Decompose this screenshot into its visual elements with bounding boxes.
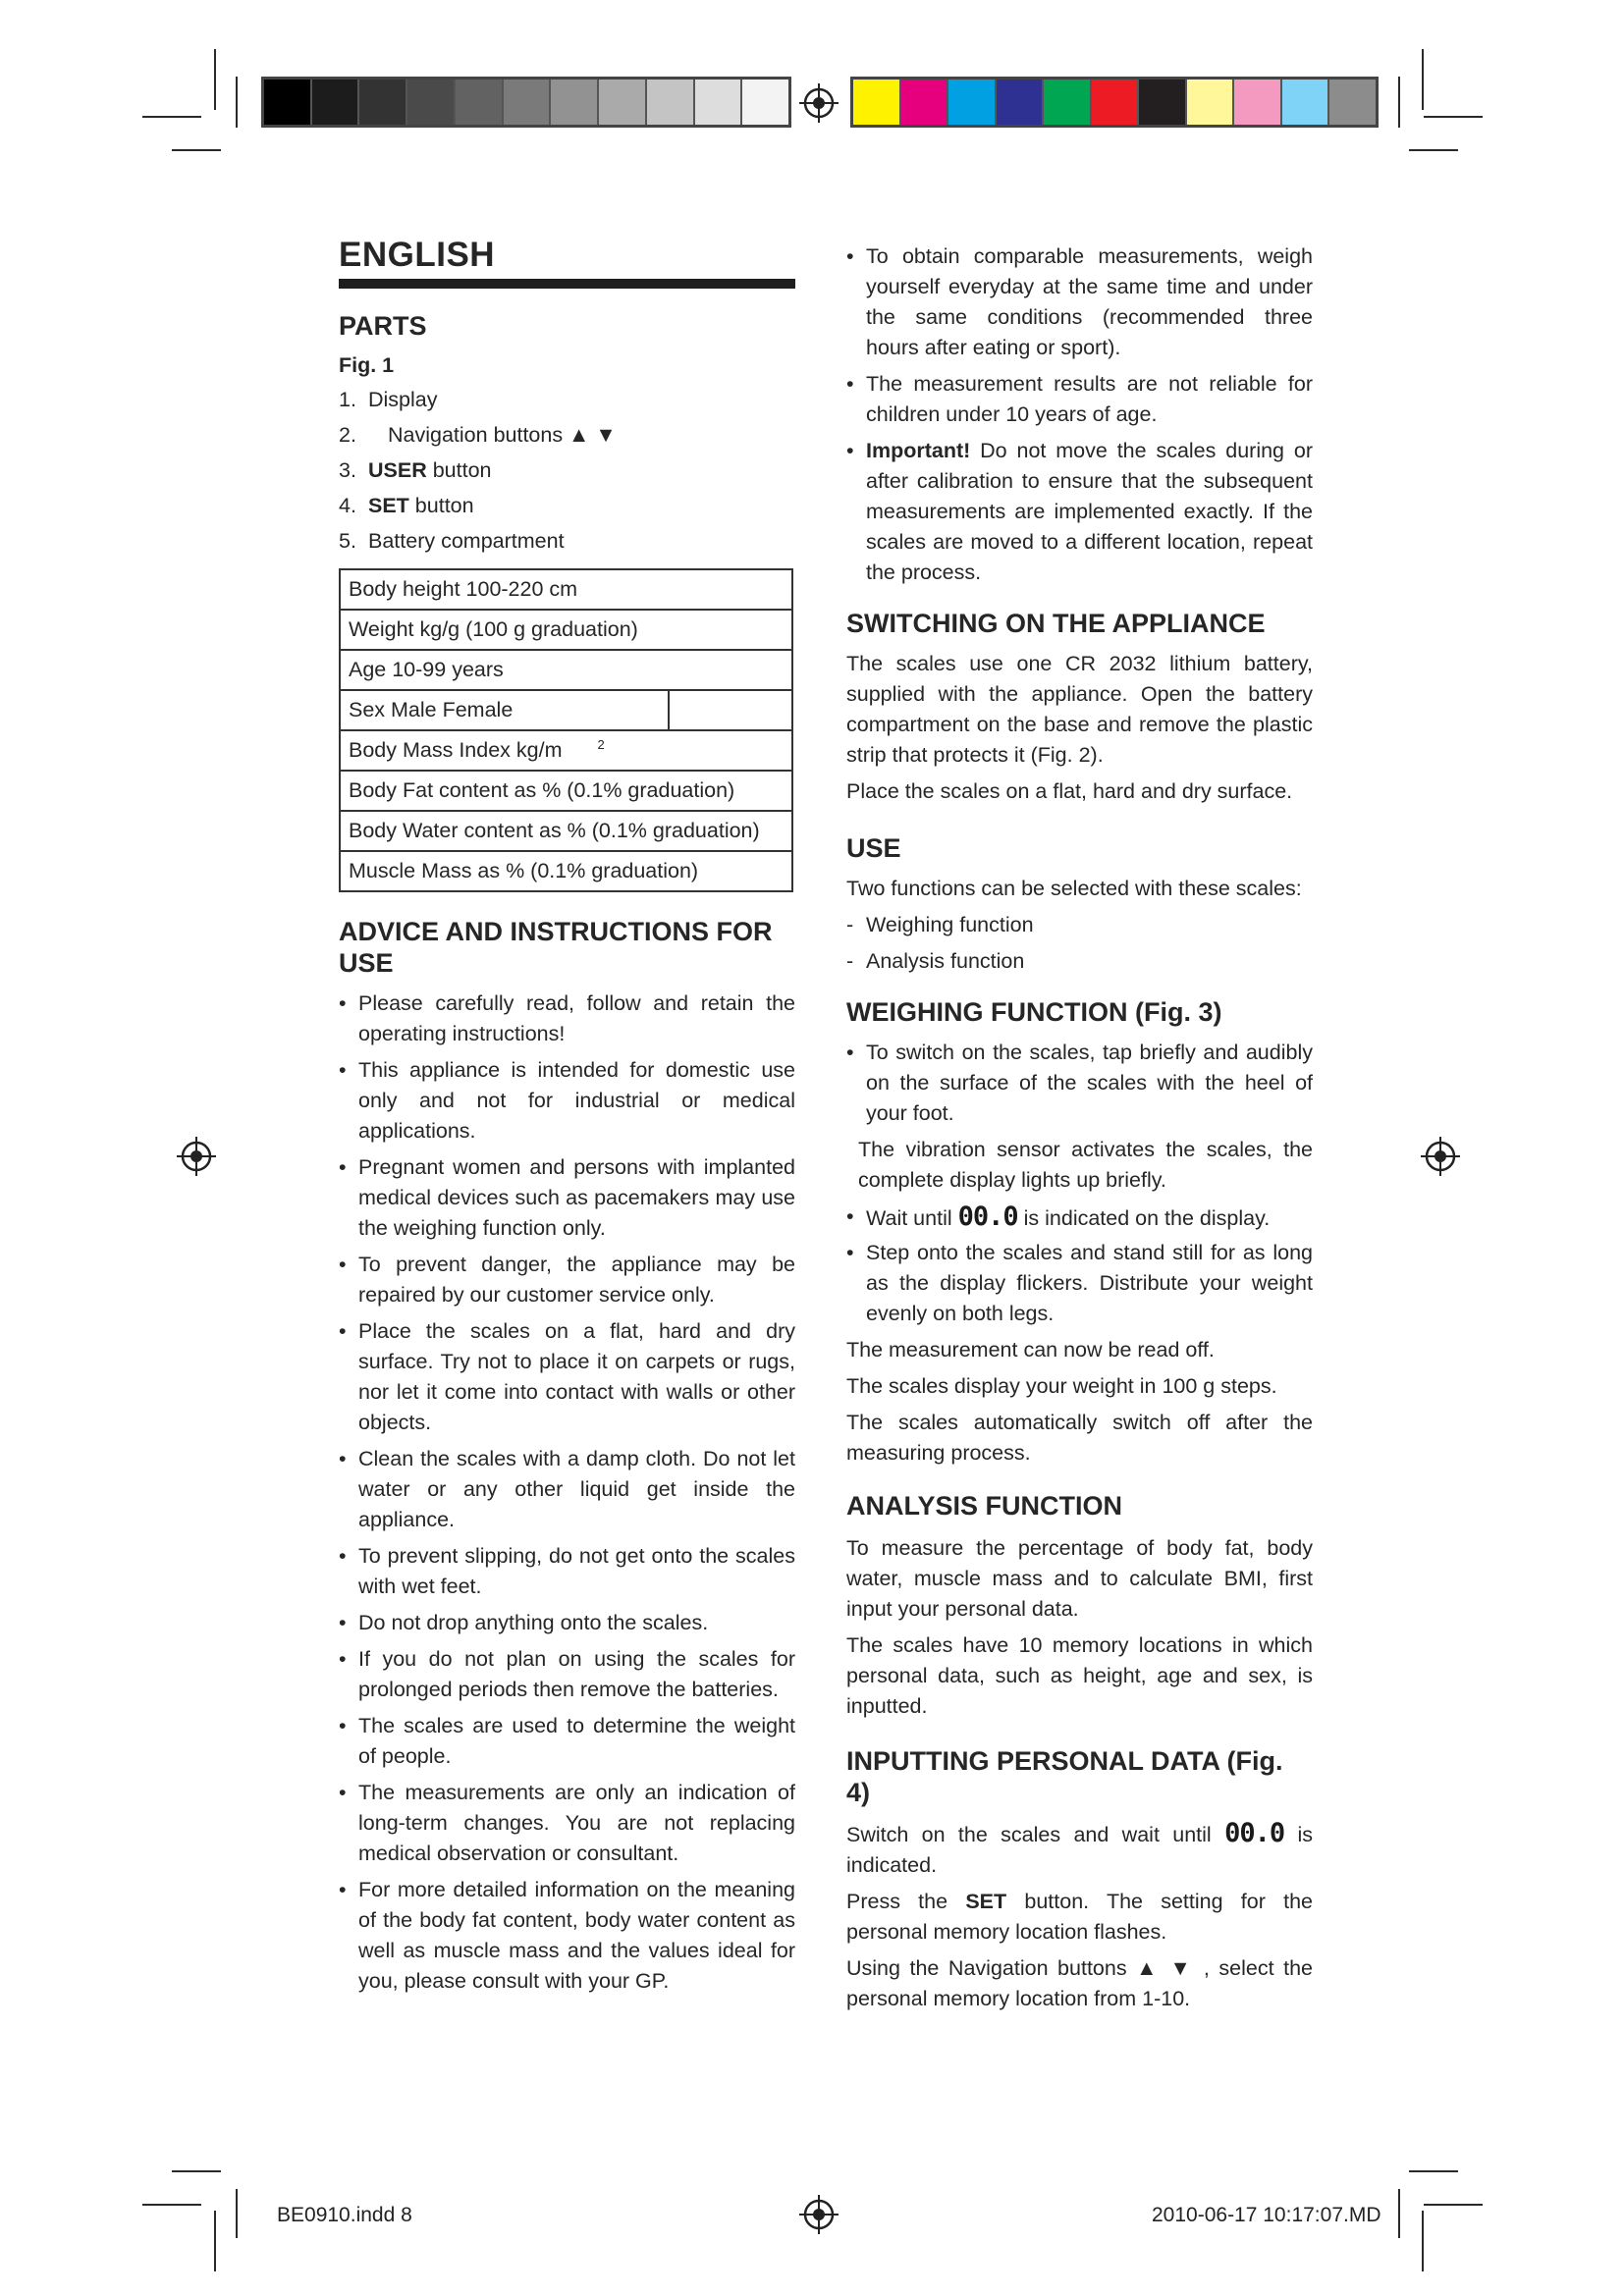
crop-mark (1398, 77, 1400, 128)
advice-item (339, 1541, 795, 1602)
advice-text: Pregnant women and persons with implanted medical devices such as pacemakers may use the weighing function only. (358, 1155, 795, 1240)
parts-item-label: button (408, 494, 474, 517)
spec-label: Body height 100-220 cm (349, 577, 578, 601)
switching-paragraph: The scales use one CR 2032 lithium battery, supplied with the appliance. Open the battery compartment on the base and remove the plastic strip that protects it (Fig. 2). (846, 652, 1313, 767)
spec-cell (340, 650, 792, 690)
crop-mark (1422, 49, 1424, 110)
precaution-item (846, 241, 1313, 363)
crop-mark (1409, 2170, 1458, 2172)
advice-item (339, 988, 795, 1049)
bullet: • (339, 1253, 347, 1276)
bullet: • (339, 1878, 347, 1901)
advice-text: If you do not plan on using the scales for prolonged periods then remove the batteries. (358, 1647, 795, 1701)
spec-row (340, 851, 792, 891)
precaution-text: To obtain comparable measurements, weigh yourself everyday at the same time and under the same conditions (recommended three hours after eating or sport). (866, 244, 1313, 359)
color-swatch (853, 80, 901, 125)
display-readout: 00.0 (957, 1201, 1018, 1232)
advice-text: For more detailed information on the meaning of the body fat content, body water content as well as muscle mass and the values ideal for you, please consult with your GP. (358, 1878, 795, 1993)
crop-mark (142, 116, 201, 118)
advice-item (339, 1875, 795, 1997)
inputting-paragraph: Press the SET button. The setting for the personal memory location flashes. (846, 1890, 1313, 1944)
bullet: • (339, 1544, 347, 1568)
advice-item (339, 1444, 795, 1535)
precaution-text: Do not move the scales during or after calibration to ensure that the subsequent measurements are implemented exactly. If the scales are moved to a different location, repeat the process. (866, 439, 1313, 584)
advice-text: The scales are used to determine the weight of people. (358, 1714, 795, 1768)
spec-label: Muscle Mass as % (0.1% graduation) (349, 859, 699, 882)
spec-label: Body Water content as % (0.1% graduation) (349, 819, 760, 842)
parts-list (339, 382, 795, 559)
spec-row (340, 650, 792, 690)
left-column (339, 236, 795, 1997)
parts-item-number: 5. (339, 529, 356, 553)
figure-label: Fig. 1 (339, 353, 395, 377)
gray-swatch (312, 80, 360, 125)
parts-item (339, 417, 795, 453)
crop-mark (1424, 116, 1483, 118)
important-label: Important! (866, 439, 971, 462)
precaution-item (846, 436, 1313, 588)
gray-swatch (647, 80, 695, 125)
spec-cell (340, 690, 669, 730)
advice-item (339, 1152, 795, 1244)
registration-mark-icon (175, 1135, 218, 1178)
precaution-item (846, 369, 1313, 430)
advice-text: To prevent danger, the appliance may be repaired by our customer service only. (358, 1253, 795, 1307)
bullet: • (339, 1058, 347, 1082)
display-readout: 00.0 (1224, 1818, 1285, 1848)
color-swatch (997, 80, 1045, 125)
dash: - (846, 949, 854, 973)
spec-label: Weight kg/g (100 g graduation) (349, 617, 638, 641)
advice-heading: ADVICE AND INSTRUCTIONS FOR USE (339, 917, 773, 978)
advice-text: Clean the scales with a damp cloth. Do not let water or any other liquid get inside the appliance. (358, 1447, 795, 1531)
parts-item-bold: USER (368, 458, 427, 482)
spec-cell (340, 851, 792, 891)
analysis-paragraph: The scales have 10 memory locations in which personal data, such as height, age and sex, is inputted. (846, 1633, 1313, 1718)
weighing-heading: WEIGHING FUNCTION (Fig. 3) (846, 997, 1222, 1027)
advice-text: Do not drop anything onto the scales. (358, 1611, 709, 1634)
bullet: • (339, 1714, 347, 1737)
crop-mark (142, 2204, 201, 2206)
weighing-paragraph: The measurement can now be read off. (846, 1338, 1215, 1362)
spec-label: Sex Male Female (349, 698, 514, 721)
advice-text: The measurements are only an indication of long-term changes. You are not replacing medical observation or consultant. (358, 1781, 795, 1865)
advice-text: This appliance is intended for domestic use only and not for industrial or medical applications. (358, 1058, 795, 1143)
parts-item (339, 523, 795, 559)
parts-item-number: 4. (339, 494, 356, 517)
crop-mark (1424, 2204, 1483, 2206)
crop-mark (1422, 2211, 1424, 2271)
spec-cell (669, 690, 792, 730)
spec-row (340, 730, 792, 771)
advice-item (339, 1608, 795, 1638)
right-column (846, 241, 1313, 2014)
color-swatch (1092, 80, 1140, 125)
advice-item (339, 1316, 795, 1438)
advice-item (339, 1778, 795, 1869)
crop-mark (172, 149, 221, 151)
parts-item (339, 382, 795, 417)
advice-item (339, 1055, 795, 1147)
gray-swatch (504, 80, 552, 125)
use-function-item (846, 946, 1313, 977)
gray-swatch (599, 80, 647, 125)
bullet: • (339, 1155, 347, 1179)
heading-rule (339, 279, 795, 289)
gray-swatch (742, 80, 788, 125)
registration-mark-icon (1419, 1135, 1462, 1178)
parts-item-number: 1. (339, 388, 356, 411)
parts-item-number: 3. (339, 458, 356, 482)
spec-row (340, 610, 792, 650)
use-paragraph: Two functions can be selected with these scales: (846, 877, 1302, 900)
parts-item (339, 453, 795, 488)
spec-cell (340, 811, 792, 851)
advice-item (339, 1711, 795, 1772)
spec-row (340, 771, 792, 811)
superscript: 2 (597, 737, 605, 753)
parts-item-bold: SET (368, 494, 409, 517)
analysis-heading: ANALYSIS FUNCTION (846, 1491, 1123, 1521)
crop-mark (214, 49, 216, 110)
bullet: • (339, 1611, 347, 1634)
spec-row (340, 569, 792, 610)
bullet: • (339, 1447, 347, 1470)
crop-mark (1409, 149, 1458, 151)
spec-row (340, 690, 792, 730)
inputting-paragraph: Using the Navigation buttons ▲ ▼ , select the personal memory location from 1-10. (846, 1956, 1313, 2010)
spec-label: Body Mass Index kg/m (349, 738, 563, 763)
use-function-label: Weighing function (866, 913, 1034, 936)
parts-item-number: 2. (339, 423, 356, 447)
bullet: • (846, 244, 854, 268)
gray-swatch (695, 80, 743, 125)
footer-filename: BE0910.indd 8 (277, 2204, 412, 2226)
list-item: • Step onto the scales and stand still for as long as the display flickers. Distribute your weight evenly on both legs. (846, 1241, 1313, 1325)
parts-heading: PARTS (339, 311, 427, 341)
crop-mark (236, 77, 238, 128)
language-heading: ENGLISH (339, 236, 496, 274)
weighing-paragraph: The scales automatically switch off after the measuring process. (846, 1411, 1313, 1465)
inputting-heading: INPUTTING PERSONAL DATA (Fig. 4) (846, 1746, 1283, 1807)
use-function-label: Analysis function (866, 949, 1025, 973)
parts-item (339, 488, 795, 523)
color-swatch (1282, 80, 1330, 125)
gray-swatch (551, 80, 599, 125)
bullet: • (339, 991, 347, 1015)
advice-item (339, 1250, 795, 1310)
color-swatch (1187, 80, 1235, 125)
switching-heading: SWITCHING ON THE APPLIANCE (846, 609, 1266, 638)
dash: - (846, 913, 854, 936)
color-swatch (1234, 80, 1282, 125)
crop-mark (214, 2211, 216, 2271)
advice-text: Place the scales on a flat, hard and dry surface. Try not to place it on carpets or rugs, nor let it come into contact with walls or other objects. (358, 1319, 795, 1434)
inputting-paragraph: Switch on the scales and wait until 00.0 is indicated. (846, 1818, 1313, 1877)
spec-cell (340, 771, 792, 811)
parts-item-label: Display (368, 388, 438, 411)
crop-mark (1398, 2189, 1400, 2238)
crop-mark (236, 2189, 238, 2238)
gray-swatch (359, 80, 407, 125)
bullet: • (339, 1647, 347, 1671)
weighing-paragraph: The scales display your weight in 100 g steps. (846, 1374, 1277, 1398)
registration-mark-icon (797, 2193, 840, 2236)
analysis-paragraph: To measure the percentage of body fat, body water, muscle mass and to calculate BMI, first input your personal data. (846, 1536, 1313, 1621)
grayscale-color-bar (261, 77, 791, 128)
advice-list (339, 988, 795, 1997)
spec-table (339, 568, 793, 892)
color-swatch (901, 80, 949, 125)
process-color-bar (850, 77, 1379, 128)
spec-row (340, 811, 792, 851)
bullet: • (339, 1781, 347, 1804)
bullet: • (846, 372, 854, 396)
use-function-list (846, 910, 1313, 977)
color-swatch (1329, 80, 1376, 125)
vibration-note: The vibration sensor activates the scales, the complete display lights up briefly. (858, 1138, 1313, 1192)
color-swatch (1139, 80, 1187, 125)
color-swatch (1044, 80, 1092, 125)
precaution-list (846, 241, 1313, 588)
spec-cell (340, 569, 792, 610)
spec-cell (340, 730, 792, 771)
advice-item (339, 1644, 795, 1705)
precaution-text: The measurement results are not reliable for children under 10 years of age. (866, 372, 1313, 426)
gray-swatch (456, 80, 504, 125)
gray-swatch (407, 80, 456, 125)
use-function-item (846, 910, 1313, 940)
spec-label: Body Fat content as % (0.1% graduation) (349, 778, 735, 802)
spec-label: Age 10-99 years (349, 658, 504, 681)
bullet: • (846, 439, 854, 462)
advice-text: Please carefully read, follow and retain the operating instructions! (358, 991, 795, 1045)
advice-text: To prevent slipping, do not get onto the scales with wet feet. (358, 1544, 795, 1598)
parts-item-label: Navigation buttons ▲ ▼ (388, 423, 617, 447)
footer-timestamp: 2010-06-17 10:17:07.MD (1152, 2204, 1381, 2226)
list-item: • To switch on the scales, tap briefly and audibly on the surface of the scales with the heel of your foot. (846, 1041, 1313, 1125)
parts-item-label: Battery compartment (368, 529, 565, 553)
parts-item-label: button (426, 458, 492, 482)
gray-swatch (264, 80, 312, 125)
registration-mark-icon (797, 81, 840, 125)
color-swatch (948, 80, 997, 125)
list-item: • Wait until 00.0 is indicated on the display. (846, 1201, 1271, 1232)
switching-paragraph-2: Place the scales on a flat, hard and dry surface. (846, 779, 1293, 803)
crop-mark (172, 2170, 221, 2172)
use-heading: USE (846, 833, 901, 863)
spec-cell (340, 610, 792, 650)
bullet: • (339, 1319, 347, 1343)
